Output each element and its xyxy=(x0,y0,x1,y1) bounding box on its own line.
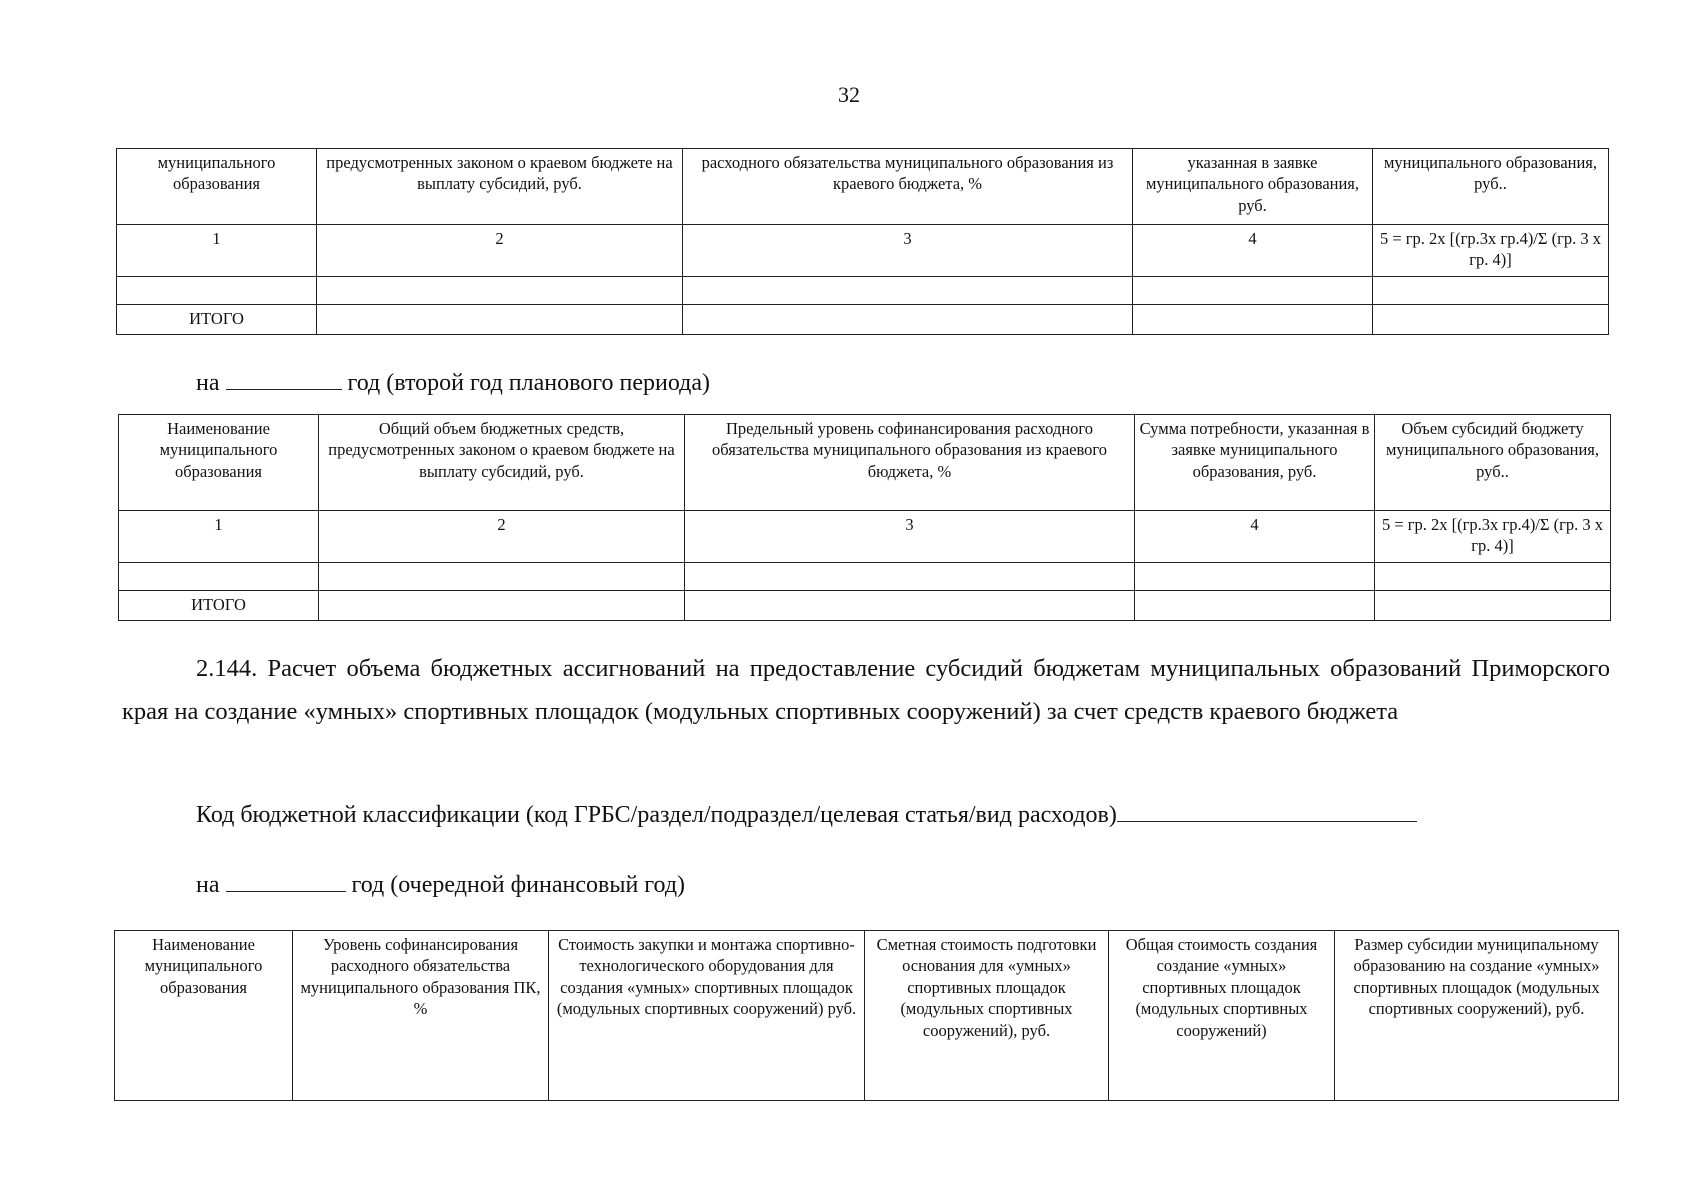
table-header-row xyxy=(119,415,1611,511)
heading-suffix: год (очередной финансовый год) xyxy=(351,872,686,898)
period-heading-next-year xyxy=(196,872,685,899)
table-cell xyxy=(319,563,685,591)
column-number: 2 xyxy=(319,511,685,563)
header-cell: муниципального образования, руб.. xyxy=(1373,149,1609,225)
header-cell: муниципального образования xyxy=(117,149,317,225)
table-cell xyxy=(1375,591,1611,621)
header-cell: указанная в заявке муниципального образования, руб. xyxy=(1133,149,1373,225)
header-cell: Сумма потребности, указанная в заявке муниципального образования, руб. xyxy=(1135,415,1375,511)
table-cell xyxy=(119,563,319,591)
heading-prefix: на xyxy=(196,370,220,396)
header-cell: Предельный уровень софинансирования расходного обязательства муниципального образования из краевого бюджета, % xyxy=(685,415,1135,511)
header-cell: Размер субсидии муниципальному образованию на создание «умных» спортивных площадок (модульных спортивных сооружений), руб. xyxy=(1335,931,1619,1101)
column-number: 5 = гр. 2х [(гр.3х гр.4)/Σ (гр. 3 х гр. 4)] xyxy=(1375,511,1611,563)
period-heading-second-year xyxy=(196,370,710,397)
table-header-row xyxy=(117,149,1609,225)
header-cell: Стоимость закупки и монтажа спортивно-технологического оборудования для создания «умных» спортивных площадок (модульных спортивных сооружений) руб. xyxy=(549,931,865,1101)
table-cell xyxy=(683,305,1133,335)
column-number-row xyxy=(119,511,1611,563)
header-cell: расходного обязательства муниципального образования из краевого бюджета, % xyxy=(683,149,1133,225)
kbk-blank xyxy=(1117,803,1417,822)
column-number: 2 xyxy=(317,225,683,277)
table-cell xyxy=(685,591,1135,621)
subsidy-table-continued xyxy=(116,148,1609,335)
header-cell: Наименование муниципального образования xyxy=(119,415,319,511)
header-cell: Уровень софинансирования расходного обязательства муниципального образования ПК, % xyxy=(293,931,549,1101)
kbk-label: Код бюджетной классификации (код ГРБС/раздел/подраздел/целевая статья/вид расходов) xyxy=(196,802,1117,828)
table-cell xyxy=(319,591,685,621)
table-cell xyxy=(1135,563,1375,591)
column-number: 4 xyxy=(1133,225,1373,277)
budget-classification-line xyxy=(196,802,1417,829)
empty-row xyxy=(117,277,1609,305)
column-number: 4 xyxy=(1135,511,1375,563)
table-cell xyxy=(317,305,683,335)
column-number: 3 xyxy=(683,225,1133,277)
table-cell xyxy=(683,277,1133,305)
smart-sports-subsidy-table xyxy=(114,930,1619,1101)
total-label: ИТОГО xyxy=(117,305,317,335)
section-paragraph: 2.144. Расчет объема бюджетных ассигнований на предоставление субсидий бюджетам муниципальных образований Приморского края на создание «умных» спортивных площадок (модульных спортивных сооружений) за счет средств краевого бюджета xyxy=(122,655,1610,725)
total-row xyxy=(119,591,1611,621)
table-cell xyxy=(117,277,317,305)
table-cell xyxy=(1133,305,1373,335)
table-cell xyxy=(1135,591,1375,621)
subsidy-table-second-year xyxy=(118,414,1611,621)
header-cell: Общий объем бюджетных средств, предусмотренных законом о краевом бюджете на выплату субсидий, руб. xyxy=(319,415,685,511)
column-number: 3 xyxy=(685,511,1135,563)
heading-suffix: год (второй год планового периода) xyxy=(347,370,711,396)
heading-prefix: на xyxy=(196,872,220,898)
table-cell xyxy=(685,563,1135,591)
total-row xyxy=(117,305,1609,335)
page-number: 32 xyxy=(838,82,860,107)
column-number: 5 = гр. 2х [(гр.3х гр.4)/Σ (гр. 3 х гр. 4)] xyxy=(1373,225,1609,277)
table-cell xyxy=(1133,277,1373,305)
year-blank xyxy=(226,873,346,892)
table-cell xyxy=(317,277,683,305)
header-cell: Сметная стоимость подготовки основания для «умных» спортивных площадок (модульных спортивных сооружений), руб. xyxy=(865,931,1109,1101)
table-cell xyxy=(1375,563,1611,591)
column-number: 1 xyxy=(119,511,319,563)
column-number: 1 xyxy=(117,225,317,277)
year-blank xyxy=(226,371,342,390)
total-label: ИТОГО xyxy=(119,591,319,621)
table-cell xyxy=(1373,305,1609,335)
header-cell: предусмотренных законом о краевом бюджете на выплату субсидий, руб. xyxy=(317,149,683,225)
empty-row xyxy=(119,563,1611,591)
header-cell: Общая стоимость создания создание «умных» спортивных площадок (модульных спортивных сооружений) xyxy=(1109,931,1335,1101)
column-number-row xyxy=(117,225,1609,277)
table-header-row xyxy=(115,931,1619,1101)
header-cell: Наименование муниципального образования xyxy=(115,931,293,1101)
header-cell: Объем субсидий бюджету муниципального образования, руб.. xyxy=(1375,415,1611,511)
table-cell xyxy=(1373,277,1609,305)
